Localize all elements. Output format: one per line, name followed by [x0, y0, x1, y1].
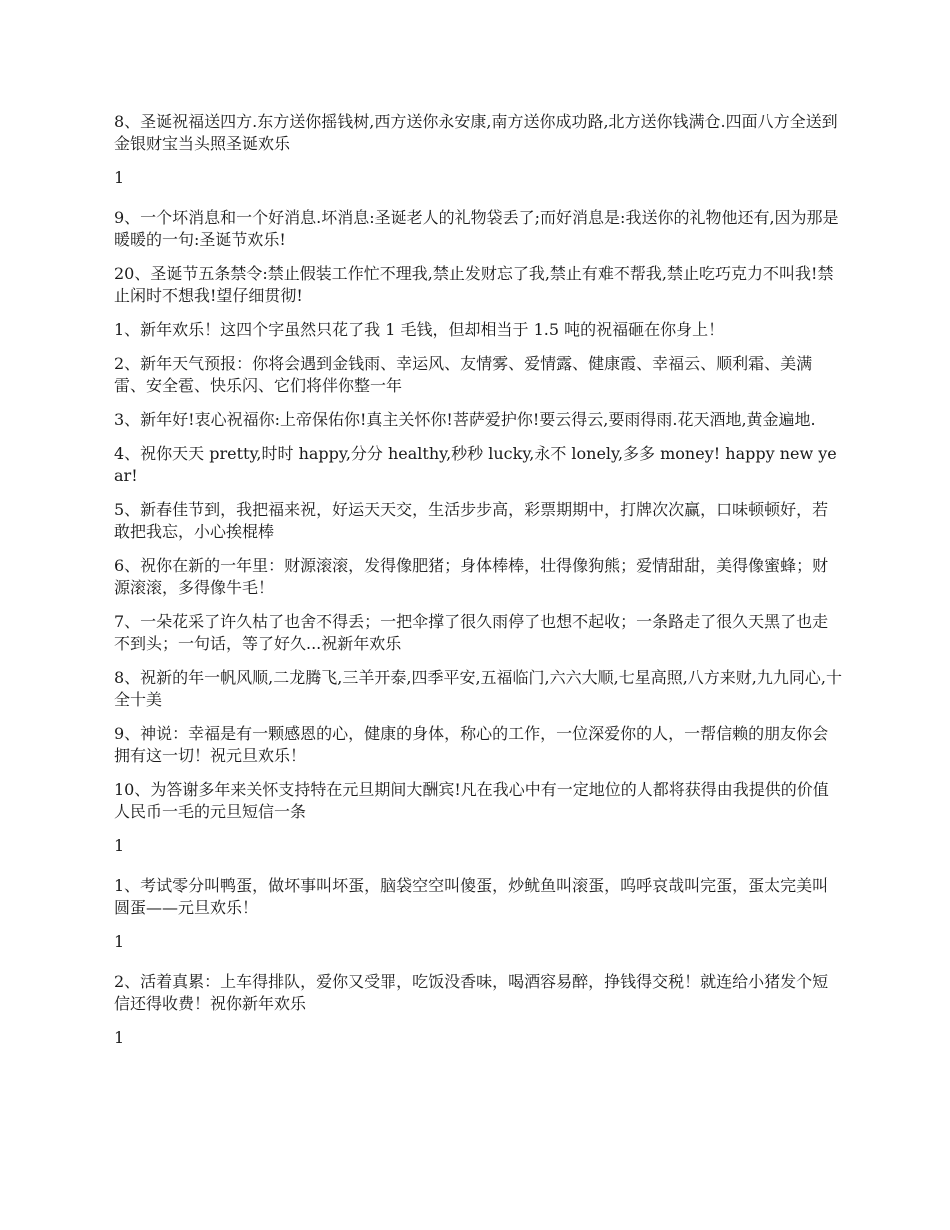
paragraph: 6、祝你在新的一年里：财源滚滚，发得像肥猪；身体棒棒，壮得像狗熊；爱情甜甜，美得像蜜蜂；财源滚滚，多得像牛毛！ [114, 556, 829, 597]
paragraph: 1、考试零分叫鸭蛋，做坏事叫坏蛋，脑袋空空叫傻蛋，炒鱿鱼叫滚蛋，呜呼哀哉叫完蛋，蛋太完美叫圆蛋——元旦欢乐！ [114, 876, 829, 917]
paragraph: 1、新年欢乐！这四个字虽然只花了我 1 毛钱，但却相当于 1.5 吨的祝福砸在你身上！ [114, 320, 725, 339]
page-number-marker: 1 [114, 168, 125, 187]
paragraph: 7、一朵花采了许久枯了也舍不得丢；一把伞撑了很久雨停了也想不起收；一条路走了很久天黑了也走不到头；一句话，等了好久...祝新年欢乐 [114, 612, 829, 653]
paragraph: 8、祝新的年一帆风顺,二龙腾飞,三羊开泰,四季平安,五福临门,六六大顺,七星高照,八方来财,九九同心,十全十美 [114, 668, 842, 709]
paragraph: 2、新年天气预报：你将会遇到金钱雨、幸运风、友情雾、爱情露、健康霞、幸福云、顺利霜、美满雷、安全雹、快乐闪、它们将伴你整一年 [114, 354, 813, 395]
paragraph: 10、为答谢多年来关怀支持特在元旦期间大酬宾!凡在我心中有一定地位的人都将获得由我提供的价值人民币一毛的元旦短信一条 [114, 780, 829, 821]
paragraph: 8、圣诞祝福送四方.东方送你摇钱树,西方送你永安康,南方送你成功路,北方送你钱满仓.四面八方全送到金银财宝当头照圣诞欢乐 [114, 112, 838, 153]
paragraph: 9、一个坏消息和一个好消息.坏消息:圣诞老人的礼物袋丢了;而好消息是:我送你的礼物他还有,因为那是暖暖的一句:圣诞节欢乐! [114, 208, 839, 249]
paragraph: 5、新春佳节到，我把福来祝，好运天天交，生活步步高，彩票期期中，打牌次次赢，口味顿顿好，若敢把我忘，小心挨棍棒 [114, 500, 829, 541]
paragraph: 2、活着真累：上车得排队，爱你又受罪，吃饭没香味，喝酒容易醉，挣钱得交税！就连给小猪发个短信还得收费！祝你新年欢乐 [114, 972, 829, 1013]
paragraph: 3、新年好!衷心祝福你:上帝保佑你!真主关怀你!菩萨爱护你!要云得云,要雨得雨.花天酒地,黄金遍地. [114, 410, 816, 429]
paragraph: 20、圣诞节五条禁令:禁止假装工作忙不理我,禁止发财忘了我,禁止有难不帮我,禁止吃巧克力不叫我!禁止闲时不想我!望仔细贯彻! [114, 264, 834, 305]
document-body [114, 111, 844, 1061]
page-number-marker: 1 [114, 1028, 125, 1047]
paragraph: 9、神说：幸福是有一颗感恩的心，健康的身体，称心的工作，一位深爱你的人，一帮信赖的朋友你会拥有这一切！祝元旦欢乐！ [114, 724, 829, 765]
page-number-marker: 1 [114, 836, 125, 855]
page-number-marker: 1 [114, 932, 125, 951]
paragraph: 4、祝你天天 pretty,时时 happy,分分 healthy,秒秒 lucky,永不 lonely,多多 money! happy new year! [114, 444, 837, 485]
